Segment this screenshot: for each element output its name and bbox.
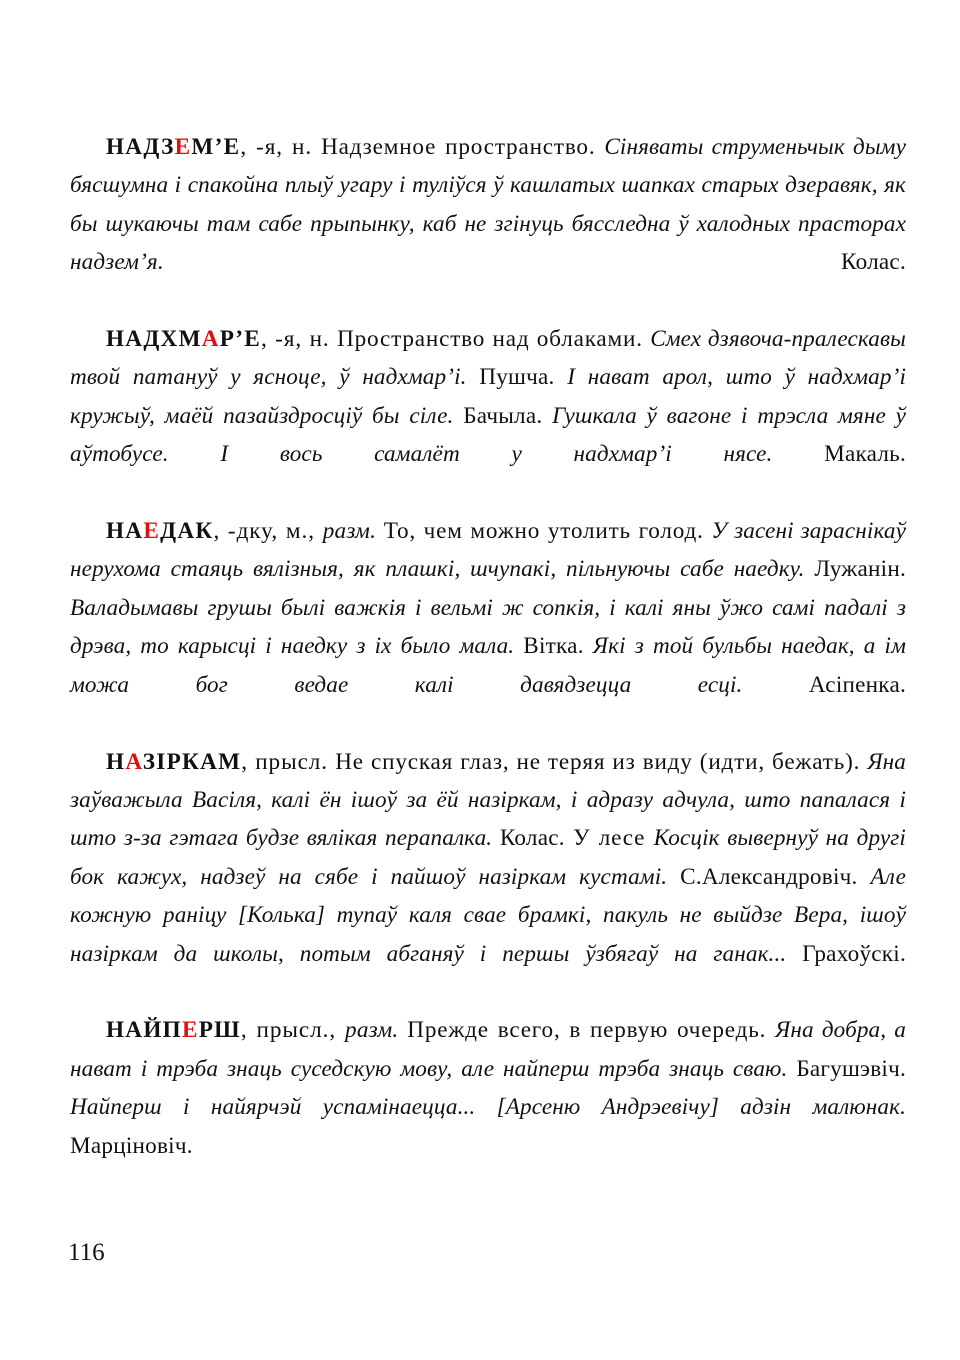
stress-vowel: Е [181,1017,199,1044]
example-citation: Які з той бульбы наедак, а ім можа бог ведае калі давядзецца есці. [70,633,906,698]
usage-label: разм. [322,518,377,545]
example-citation: Валадымавы грушы былі важкія і вельмі ж сопкія, і калі яны ўжо самі падалі з дрэва, то карысці і наедку з іх было мала. [70,594,906,660]
headword-prefix: Н [106,748,126,775]
headword-suffix: М’Е [191,134,241,160]
dictionary-entry-nazirkam [70,743,906,1012]
citation-source: Лужанін. [814,556,906,583]
definition-text: Прежде всего, в первую очередь. [398,1017,776,1044]
usage-label: разм. [345,1017,399,1044]
headword-prefix: НАЙП [106,1017,182,1044]
citation-source: Асіпенка. [808,671,906,698]
stress-vowel: А [125,748,143,775]
headword-naiedak [106,518,213,544]
headword-nadzieme [106,134,240,160]
dictionary-entry-naipersh [70,1011,906,1203]
citation-source: Колас. [841,249,906,276]
citation-source: Вітка. [523,633,584,660]
example-citation: Найперш і найярчэй успамінаецца... [Арсеню Андрэевічу] адзін малюнак. [70,1094,906,1121]
citation-source: Колас. [499,825,565,852]
definition-text: Пространство над облаками. [337,326,651,353]
definition-text: То, чем можно утолить голод. [376,518,712,545]
citation-source: Макаль. [824,441,906,468]
example-citation: Гушкала ў вагоне і трэсла мяне ў аўтобусе. І вось самалёт у надхмар’і нясе. [70,402,906,468]
grammar-label: , -дку, м., [213,518,323,545]
headword-prefix: НАДЗ [106,134,175,160]
citation-source: Пушча. [479,364,555,391]
example-citation: Косцік вывернуў на другі бок кажух, надзеў на сябе і пайшоў назіркам кустамі. [70,825,906,890]
setting-phrase: У лесе [564,825,654,852]
headword-prefix: НАДХМ [106,326,202,353]
grammar-label: , прысл., [240,1017,346,1044]
example-citation: Сіняваты струменьчык дыму бясшумна і спакойна плыў угару і туліўся ў кашлатых шапках старых дзеравяк, як бы шукаючы там сабе прыпынку, каб не згінуць бясследна ў халодных прасторах надзем’я. [70,134,906,276]
headword-suffix: ЗІРКАМ [142,748,242,775]
stress-vowel: А [201,326,220,353]
citation-source: Бачыла. [463,402,543,429]
example-citation: І нават арол, што ў надхмар’і кружыў, маёй пазайздросціў бы сіле. [70,364,906,429]
page-number: 116 [68,1239,105,1266]
citation-source: Марціновіч. [70,1132,193,1159]
dictionary-entry-naiedak [70,512,906,742]
headword-nadhmare [106,326,261,352]
example-citation: Смех дзявоча-пралескавы твой патануў у ясноце, ў надхмар’і. [70,326,906,391]
headword-suffix: Р’Е [219,326,261,353]
definition-text: Не спуская глаз, не теряя из виду (идти, бежать). [335,748,868,775]
headword-suffix: ДАК [160,518,214,545]
stress-vowel: Е [174,134,192,160]
dictionary-entry-nadzieme [70,128,906,320]
grammar-label: , -я, н. [240,134,322,160]
headword-nazirkam [106,749,241,775]
dictionary-entry-nadhmare [70,320,906,512]
grammar-label: , прысл. [241,748,336,775]
text-column [70,128,906,1203]
example-citation: У засені зараснікаў нерухома стаяць вялізныя, як плашкі, шчупакі, пільнуючы сабе наедку. [70,518,906,583]
definition-text: Надземное пространство. [321,134,605,160]
example-citation: Яна заўважыла Васіля, калі ён ішоў за ёй назіркам, і адразу адчула, што папалася і што з-за гэтага будзе вялікая перапалка. [70,748,907,852]
grammar-label: , -я, н. [260,326,338,353]
example-citation: Яна добра, а нават і трэба знаць суседскую мову, але найперш трэба знаць сваю. [70,1017,907,1082]
headword-naipersh [106,1017,241,1043]
stress-vowel: Е [143,518,161,545]
citation-source: Грахоўскі. [802,940,906,967]
headword-suffix: РШ [198,1017,241,1044]
citation-source: С.Александровіч. [680,863,858,890]
example-citation: Але кожную раніцу [Колька] тупаў каля свае брамкі, пакуль не выйдзе Вера, ішоў назіркам да школы, потым абганяў і першы ўзбягаў на ганак... [70,863,906,967]
headword-prefix: НА [106,518,144,545]
citation-source: Багушэвіч. [796,1055,906,1082]
